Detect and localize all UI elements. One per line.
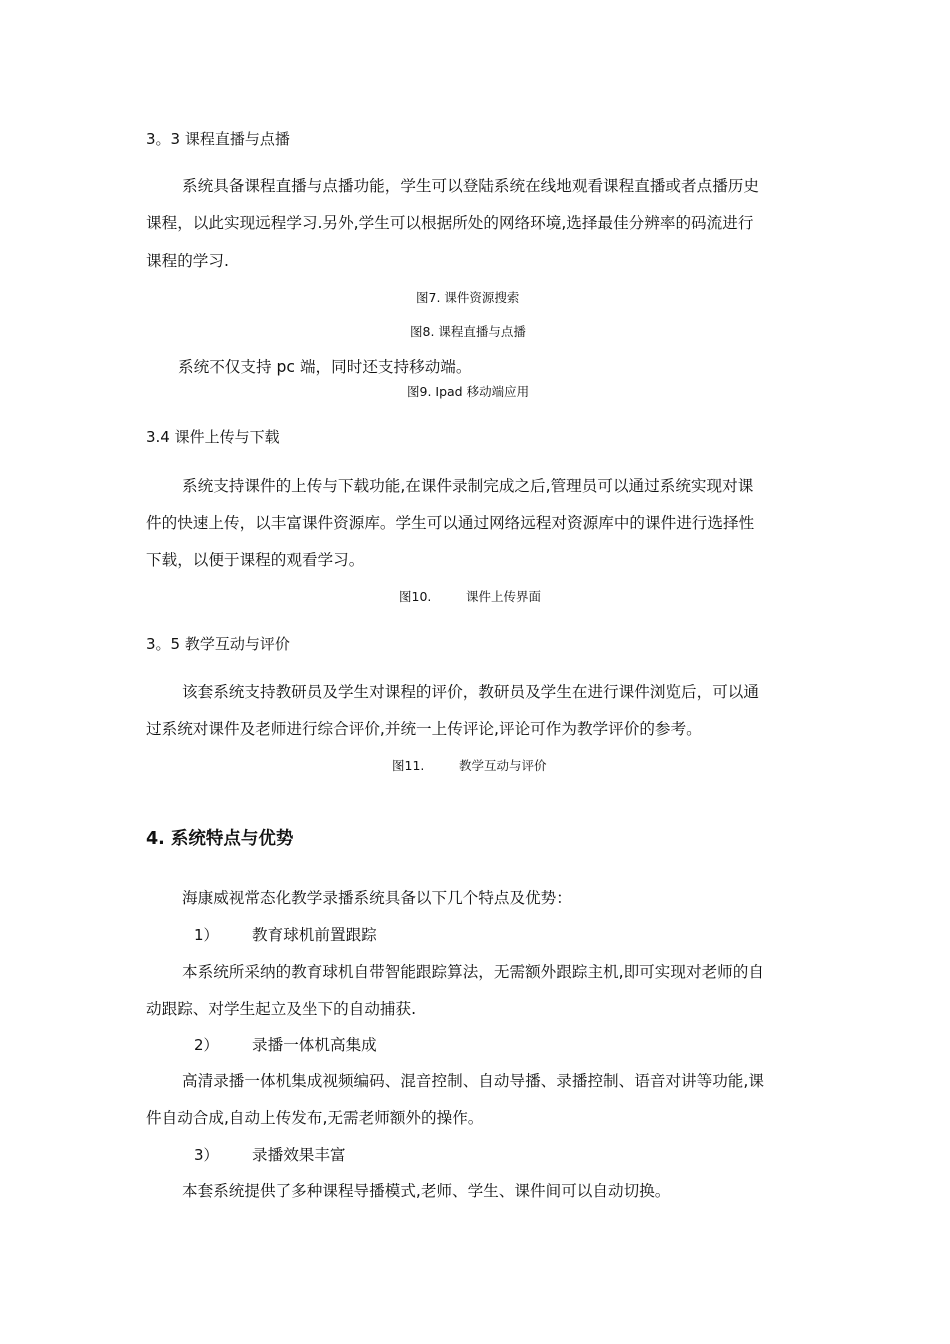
paragraph-line: 课程的学习. [146,252,229,270]
paragraph-line: 件自动合成,自动上传发布,无需老师额外的操作。 [146,1109,484,1127]
paragraph-line: 下载，以便于课程的观看学习。 [146,551,365,569]
figure-caption-11-number: 图11. [392,758,425,773]
figure-caption-10-number: 图10. [399,589,432,604]
paragraph-line: 系统不仅支持 pc 端，同时还支持移动端。 [178,358,472,376]
section-3-3-heading: 3。3 课程直播与点播 [146,130,290,148]
paragraph-line: 课程，以此实现远程学习.另外,学生可以根据所处的网络环境,选择最佳分辨率的码流进行 [146,214,754,232]
figure-caption-8: 图8. 课程直播与点播 [410,324,526,339]
section-4-intro: 海康威视常态化教学录播系统具备以下几个特点及优势： [182,889,572,907]
section-4-heading: 4. 系统特点与优势 [146,829,294,849]
list-item-title: 教育球机前置跟踪 [252,926,377,944]
paragraph-line: 系统具备课程直播与点播功能，学生可以登陆系统在线地观看课程直播或者点播历史 [182,177,759,195]
paragraph-line: 件的快速上传，以丰富课件资源库。学生可以通过网络远程对资源库中的课件进行选择性 [146,514,755,532]
paragraph-line: 本系统所采纳的教育球机自带智能跟踪算法，无需额外跟踪主机,即可实现对老师的自 [182,963,764,981]
figure-caption-11-title: 教学互动与评价 [459,758,547,773]
paragraph-line: 系统支持课件的上传与下载功能,在课件录制完成之后,管理员可以通过系统实现对课 [182,477,754,495]
paragraph-line: 该套系统支持教研员及学生对课程的评价，教研员及学生在进行课件浏览后，可以通 [182,683,759,701]
section-3-5-heading: 3。5 教学互动与评价 [146,635,290,653]
figure-caption-10-title: 课件上传界面 [466,589,542,604]
list-item-number: 2） [194,1036,219,1054]
paragraph-line: 过系统对课件及老师进行综合评价,并统一上传评论,评论可作为教学评价的参考。 [146,720,702,738]
paragraph-line: 本套系统提供了多种课程导播模式,老师、学生、课件间可以自动切换。 [182,1182,671,1200]
paragraph-line: 高清录播一体机集成视频编码、混音控制、自动导播、录播控制、语音对讲等功能,课 [182,1072,764,1090]
figure-caption-9: 图9. Ipad 移动端应用 [407,384,530,399]
list-item-number: 1） [194,926,219,944]
paragraph-line: 动跟踪、对学生起立及坐下的自动捕获. [146,1000,417,1018]
section-3-4-heading: 3.4 课件上传与下载 [146,428,280,446]
list-item-title: 录播效果丰富 [252,1146,346,1164]
list-item-title: 录播一体机高集成 [252,1036,377,1054]
list-item-number: 3） [194,1146,219,1164]
figure-caption-7: 图7. 课件资源搜索 [416,290,520,305]
